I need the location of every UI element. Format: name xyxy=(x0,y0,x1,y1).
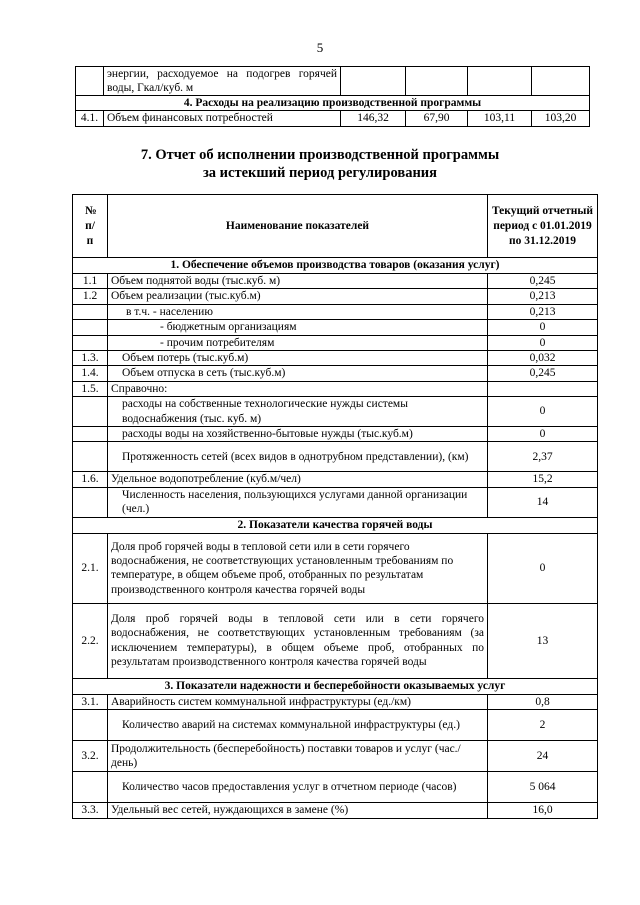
cell-value: 0,245 xyxy=(488,274,598,289)
section-row xyxy=(73,517,598,533)
section-heading xyxy=(0,146,640,182)
row-label: Объем потерь (тыс.куб.м) xyxy=(108,350,488,365)
row-number: 1.4. xyxy=(73,366,108,381)
section-title: 1. Обеспечение объемов производства товаров (оказания услуг) xyxy=(73,258,598,274)
header-num: № п/п xyxy=(73,195,108,258)
row-number: 1.6. xyxy=(73,472,108,487)
cell-value xyxy=(406,67,468,96)
table-row xyxy=(73,803,598,818)
table-row xyxy=(76,67,590,96)
cell-value: 67,90 xyxy=(406,111,468,126)
cell-value: 16,0 xyxy=(488,803,598,818)
section-title: 4. Расходы на реализацию производственной программы xyxy=(76,96,590,111)
cell-value: 5 064 xyxy=(488,772,598,803)
table-row xyxy=(76,111,590,126)
row-number: 1.5. xyxy=(73,381,108,396)
row-label: Количество часов предоставления услуг в отчетном периоде (часов) xyxy=(108,772,488,803)
section-title: 3. Показатели надежности и бесперебойности оказываемых услуг xyxy=(73,678,598,694)
cell-value: 0 xyxy=(488,427,598,442)
row-label: Справочно: xyxy=(108,381,488,396)
page-number: 5 xyxy=(316,40,324,55)
table-row xyxy=(73,772,598,803)
row-number xyxy=(73,772,108,803)
header-row xyxy=(73,195,598,258)
row-label: Объем отпуска в сеть (тыс.куб.м) xyxy=(108,366,488,381)
cell-value: 0 xyxy=(488,533,598,603)
table-row xyxy=(73,366,598,381)
header-period: Текущий отчетный период с 01.01.2019 по 31.12.2019 xyxy=(488,195,598,258)
row-label: Объем поднятой воды (тыс.куб. м) xyxy=(108,274,488,289)
table-row xyxy=(73,381,598,396)
report-table xyxy=(72,194,598,819)
table-row xyxy=(73,350,598,365)
row-number: 3.2. xyxy=(73,741,108,772)
row-label: Объем реализации (тыс.куб.м) xyxy=(108,289,488,304)
row-label: Доля проб горячей воды в тепловой сети или в сети горячего водоснабжения, не соответствующих установленным требованиям по температуре, в общем объеме проб, отобранных по результатам производственного контроля качества горячей воды xyxy=(108,533,488,603)
cell-value xyxy=(468,67,532,96)
table-row xyxy=(73,289,598,304)
section-row xyxy=(73,678,598,694)
table-row xyxy=(73,710,598,741)
cell-value: 0,8 xyxy=(488,694,598,709)
section-row xyxy=(73,258,598,274)
cell-value: 14 xyxy=(488,487,598,517)
row-label: Удельное водопотребление (куб.м/чел) xyxy=(108,472,488,487)
cell-value: 0 xyxy=(488,335,598,350)
table-row xyxy=(73,304,598,319)
cell-value: 0,245 xyxy=(488,366,598,381)
header-name: Наименование показателей xyxy=(108,195,488,258)
cell-value xyxy=(341,67,406,96)
row-label: Объем финансовых потребностей xyxy=(104,111,341,126)
heading-line-2: за истекший период регулирования xyxy=(202,165,438,181)
cell-value: 0 xyxy=(488,320,598,335)
row-number: 3.3. xyxy=(73,803,108,818)
row-number xyxy=(73,304,108,319)
row-label: энергии, расходуемое на подогрев горячей воды, Гкал/куб. м xyxy=(104,67,341,96)
row-number xyxy=(73,487,108,517)
row-number xyxy=(73,427,108,442)
table-row xyxy=(73,274,598,289)
row-number xyxy=(73,442,108,472)
cell-value: 103,11 xyxy=(468,111,532,126)
table-row xyxy=(73,603,598,678)
row-label: Аварийность систем коммунальной инфраструктуры (ед./км) xyxy=(108,694,488,709)
row-label: - прочим потребителям xyxy=(108,335,488,350)
row-label: Протяженность сетей (всех видов в однотрубном представлении), (км) xyxy=(108,442,488,472)
table-row xyxy=(73,320,598,335)
cell-value xyxy=(488,381,598,396)
row-label: Продолжительность (бесперебойность) поставки товаров и услуг (час./день) xyxy=(108,741,488,772)
row-label: - бюджетным организациям xyxy=(108,320,488,335)
table-row xyxy=(73,487,598,517)
table-row xyxy=(73,335,598,350)
row-number xyxy=(73,320,108,335)
row-number xyxy=(73,335,108,350)
table-row xyxy=(73,694,598,709)
cell-value: 146,32 xyxy=(341,111,406,126)
row-number: 4.1. xyxy=(76,111,104,126)
table-row xyxy=(73,427,598,442)
cell-value: 15,2 xyxy=(488,472,598,487)
row-label: Доля проб горячей воды в тепловой сети или в сети горячего водоснабжения, не соответствующих установленным требованиям (за исключением температуры), в общем объеме проб, отобранных по результатам производственного контроля качества горячей воды xyxy=(108,603,488,678)
row-label: Удельный вес сетей, нуждающихся в замене (%) xyxy=(108,803,488,818)
row-number: 1.2 xyxy=(73,289,108,304)
table-row xyxy=(73,472,598,487)
row-label: Численность населения, пользующихся услугами данной организации (чел.) xyxy=(108,487,488,517)
row-number xyxy=(76,67,104,96)
table-row xyxy=(73,442,598,472)
cell-value: 2,37 xyxy=(488,442,598,472)
row-number: 1.1 xyxy=(73,274,108,289)
cell-value: 0 xyxy=(488,397,598,427)
cell-value: 0,213 xyxy=(488,304,598,319)
row-label: Количество аварий на системах коммунальной инфраструктуры (ед.) xyxy=(108,710,488,741)
heading-line-1: 7. Отчет об исполнении производственной программы xyxy=(140,147,500,163)
table-row xyxy=(73,397,598,427)
top-table xyxy=(75,66,590,127)
cell-value: 24 xyxy=(488,741,598,772)
row-label: расходы на собственные технологические нужды системы водоснабжения (тыс. куб. м) xyxy=(108,397,488,427)
cell-value xyxy=(532,67,590,96)
cell-value: 2 xyxy=(488,710,598,741)
table-row xyxy=(73,741,598,772)
cell-value: 103,20 xyxy=(532,111,590,126)
row-number: 3.1. xyxy=(73,694,108,709)
row-number: 2.2. xyxy=(73,603,108,678)
row-label: расходы воды на хозяйственно-бытовые нужды (тыс.куб.м) xyxy=(108,427,488,442)
table-row xyxy=(73,533,598,603)
section-title: 2. Показатели качества горячей воды xyxy=(73,517,598,533)
cell-value: 13 xyxy=(488,603,598,678)
cell-value: 0,213 xyxy=(488,289,598,304)
cell-value: 0,032 xyxy=(488,350,598,365)
row-number: 2.1. xyxy=(73,533,108,603)
row-number xyxy=(73,710,108,741)
row-number: 1.3. xyxy=(73,350,108,365)
row-label: в т.ч. - населению xyxy=(108,304,488,319)
row-number xyxy=(73,397,108,427)
section-row xyxy=(76,96,590,111)
